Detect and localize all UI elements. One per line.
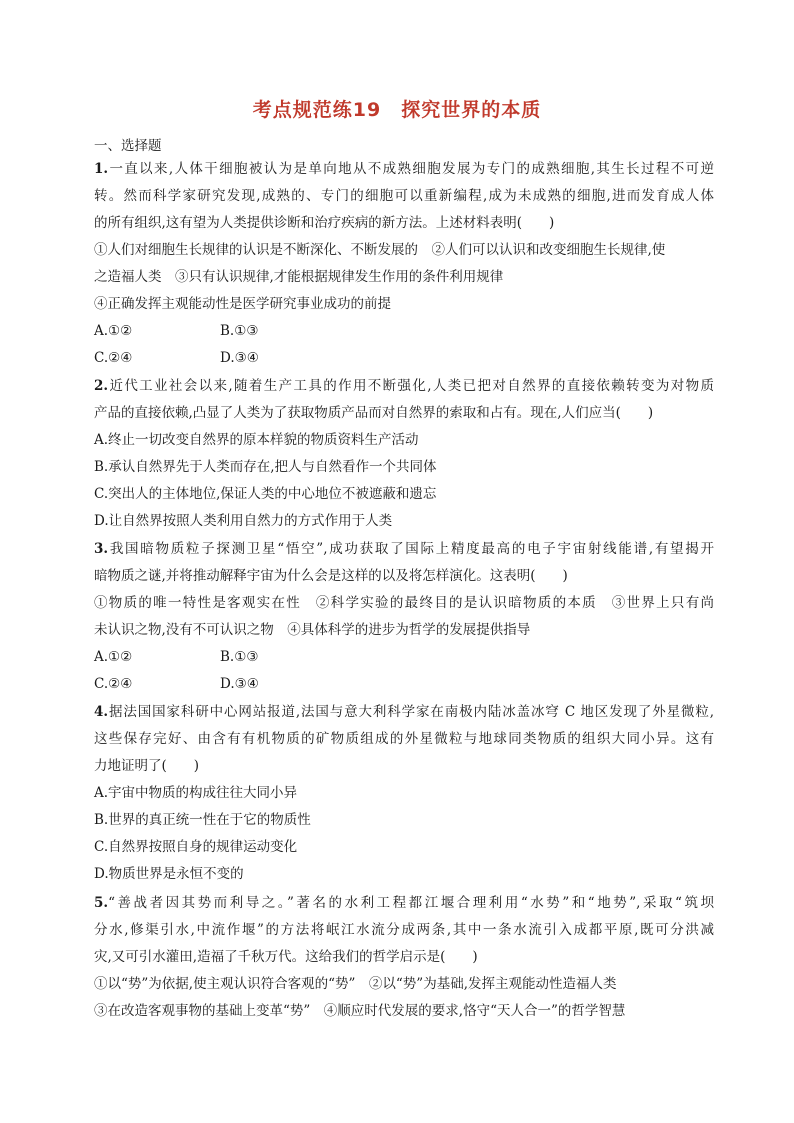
question-5-line-3: 灾,又可引水灌田,造福了千秋万代。这给我们的哲学启示是( ) [94,949,478,965]
question-1-line-2: 转。然而科学家研究发现,成熟的、专门的细胞可以重新编程,成为未成熟的细胞,进而发育成人体 [94,188,714,204]
question-text: “善战者因其势而利导之。”著名的水利工程都江堰合理利用“水势”和“地势”,采取“筑坝 [108,895,714,911]
option-a[interactable]: A.终止一切改变自然界的原本样貌的物质资料生产活动 [94,432,419,448]
question-number: 3. [94,541,109,557]
option-b[interactable]: B.承认自然界先于人类而存在,把人与自然看作一个共同体 [94,459,437,475]
question-5-line-5: ③在改造客观事物的基础上变革“势” ④顺应时代发展的要求,恪守“天人合一”的哲学智慧 [94,1003,626,1019]
question-5-line-2: 分水,修渠引水,中流作堰”的方法将岷江水流分成两条,其中一条水流引入成都平原,既可分洪减 [94,922,714,938]
question-3-options-row-1 [94,648,259,666]
question-text: 我国暗物质粒子探测卫星“悟空”,成功获取了国际上精度最高的电子宇宙射线能谱,有望揭开 [108,541,714,557]
question-text: 一直以来,人体干细胞被认为是单向地从不成熟细胞发展为专门的成熟细胞,其生长过程不可逆 [108,161,714,177]
question-4-line-3: 力地证明了( ) [94,758,200,774]
question-1-options-row-1 [94,322,259,340]
option-b[interactable]: B.①③ [220,649,259,665]
question-3-options-row-2 [94,675,259,693]
question-1-line-1 [94,160,714,178]
option-d[interactable]: D.物质世界是永恒不变的 [94,866,244,882]
question-number: 2. [94,378,109,394]
option-b[interactable]: B.①③ [220,323,259,339]
question-5-line-1 [94,894,714,912]
option-c[interactable]: C.突出人的主体地位,保证人类的中心地位不被遮蔽和遗忘 [94,486,437,502]
option-d[interactable]: D.③④ [220,676,259,692]
question-text: 据法国国家科研中心网站报道,法国与意大利科学家在南极内陆冰盖冰穹 C 地区发现了外星微粒, [108,704,714,720]
option-c[interactable]: C.②④ [94,676,133,692]
question-1-line-6: ④正确发挥主观能动性是医学研究事业成功的前提 [94,296,391,312]
question-number: 5. [94,895,109,911]
question-5-line-4: ①以“势”为依据,使主观认识符合客观的“势” ②以“势”为基础,发挥主观能动性造福人类 [94,976,617,992]
question-text: 近代工业社会以来,随着生产工具的作用不断强化,人类已把对自然界的直接依赖转变为对物质 [108,378,714,394]
option-a[interactable]: A.①② [94,649,133,665]
question-1-line-5: 之造福人类 ③只有认识规律,才能根据规律发生作用的条件利用规律 [94,269,504,285]
question-1-line-4: ①人们对细胞生长规律的认识是不断深化、不断发展的 ②人们可以认识和改变细胞生长规律,使 [94,242,666,258]
question-1-options-row-2 [94,349,259,367]
option-b[interactable]: B.世界的真正统一性在于它的物质性 [94,812,311,828]
option-d[interactable]: D.让自然界按照人类利用自然力的方式作用于人类 [94,513,393,529]
question-number: 4. [94,704,109,720]
page-title: 考点规范练19 探究世界的本质 [252,99,542,121]
option-d[interactable]: D.③④ [220,350,259,366]
question-3-line-1 [94,540,714,558]
section-heading: 一、选择题 [94,138,162,154]
option-c[interactable]: C.②④ [94,350,133,366]
question-3-line-3: ①物质的唯一特性是客观实在性 ②科学实验的最终目的是认识暗物质的本质 ③世界上只有尚 [94,595,714,611]
question-3-line-2: 暗物质之谜,并将推动解释宇宙为什么会是这样的以及将怎样演化。这表明( ) [94,568,568,584]
question-2-line-1 [94,377,714,395]
question-number: 1. [94,161,109,177]
question-4-line-2: 这些保存完好、由含有有机物质的矿物质组成的外星微粒与地球同类物质的组织大同小异。这有 [94,731,714,747]
question-4-line-1 [94,703,714,721]
question-3-line-4: 未认识之物,没有不可认识之物 ④具体科学的进步为哲学的发展提供指导 [94,622,531,638]
option-c[interactable]: C.自然界按照自身的规律运动变化 [94,839,298,855]
question-2-line-2: 产品的直接依赖,凸显了人类为了获取物质产品而对自然界的索取和占有。现在,人们应当( ) [94,405,654,421]
option-a[interactable]: A.宇宙中物质的构成往往大同小异 [94,785,298,801]
question-1-line-3: 的所有组织,这有望为人类提供诊断和治疗疾病的新方法。上述材料表明( ) [94,215,555,231]
option-a[interactable]: A.①② [94,323,133,339]
